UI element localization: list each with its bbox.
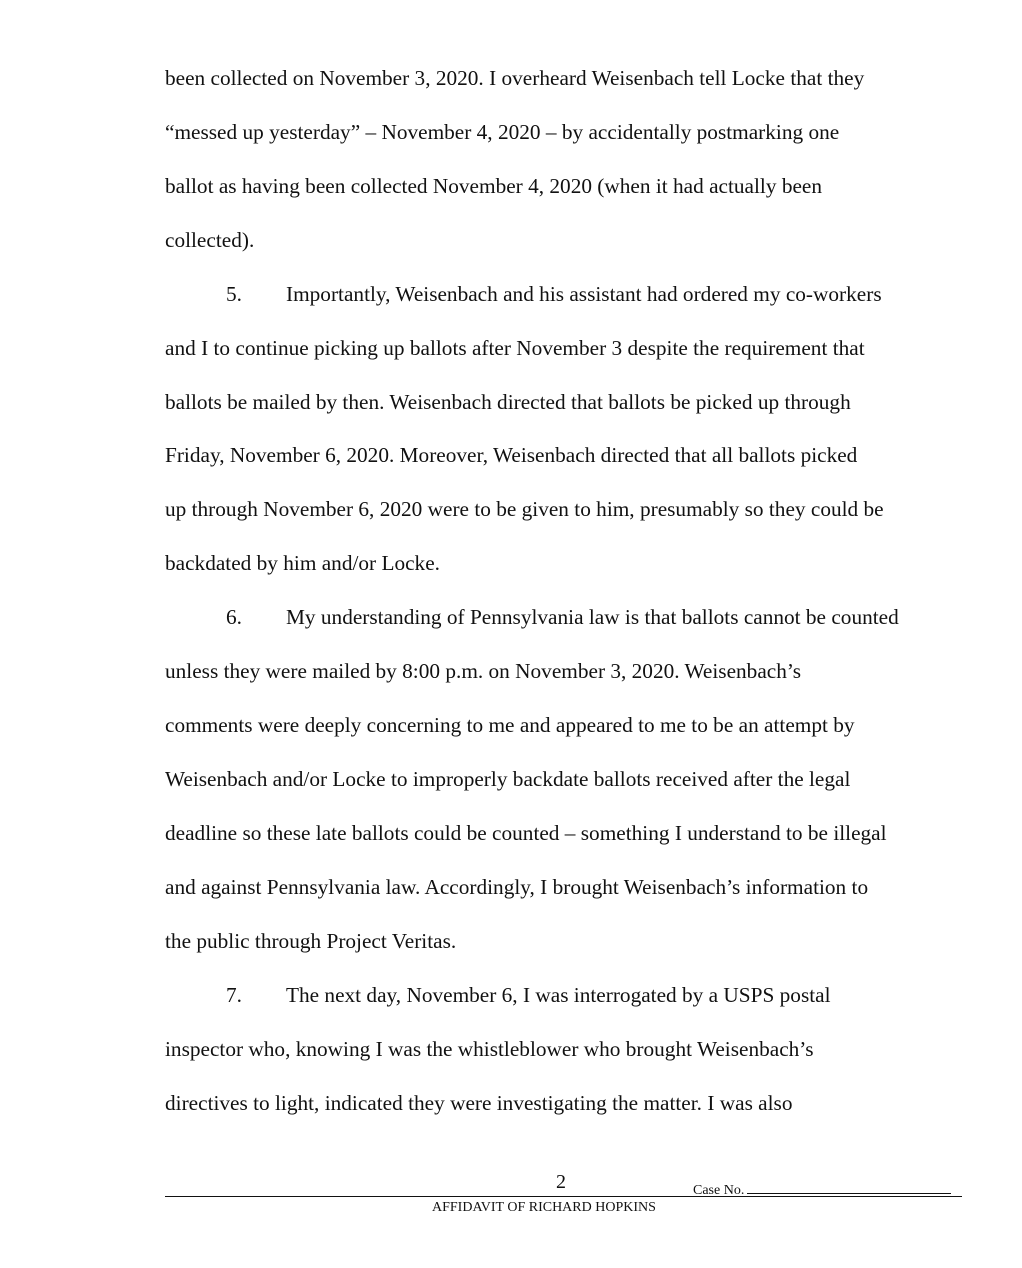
paragraph-number: 5.: [226, 282, 242, 306]
paragraph-number: 6.: [226, 605, 242, 629]
body-line: The next day, November 6, I was interrogated by a USPS postal: [286, 983, 831, 1007]
body-line: My understanding of Pennsylvania law is that ballots cannot be counted: [286, 605, 899, 629]
body-line: ballot as having been collected November 4, 2020 (when it had actually been: [165, 174, 823, 198]
page-number: 2: [556, 1171, 566, 1193]
body-line: ballots be mailed by then. Weisenbach directed that ballots be picked up through: [165, 390, 851, 414]
case-number-blank: [747, 1179, 951, 1194]
body-line: backdated by him and/or Locke.: [165, 551, 440, 575]
case-number-label: Case No.: [693, 1183, 745, 1198]
body-line: up through November 6, 2020 were to be given to him, presumably so they could be: [165, 497, 884, 521]
body-line: the public through Project Veritas.: [165, 929, 457, 953]
body-line: “messed up yesterday” – November 4, 2020 – by accidentally postmarking one: [165, 120, 840, 144]
paragraph-number: 7.: [226, 983, 242, 1007]
body-line: and I to continue picking up ballots after November 3 despite the requirement that: [165, 336, 865, 360]
body-line: inspector who, knowing I was the whistleblower who brought Weisenbach’s: [165, 1037, 814, 1061]
body-line: Weisenbach and/or Locke to improperly backdate ballots received after the legal: [165, 767, 851, 791]
body-line: Friday, November 6, 2020. Moreover, Weisenbach directed that all ballots picked: [165, 443, 858, 467]
body-line: unless they were mailed by 8:00 p.m. on November 3, 2020. Weisenbach’s: [165, 659, 802, 683]
footer-title: AFFIDAVIT OF RICHARD HOPKINS: [432, 1200, 656, 1215]
body-line: been collected on November 3, 2020. I overheard Weisenbach tell Locke that they: [165, 66, 865, 90]
body-line: deadline so these late ballots could be counted – something I understand to be illegal: [165, 821, 887, 845]
body-line: comments were deeply concerning to me and appeared to me to be an attempt by: [165, 713, 855, 737]
body-line: collected).: [165, 228, 255, 252]
body-line: Importantly, Weisenbach and his assistant had ordered my co-workers: [286, 282, 882, 306]
footer-rule: [165, 1196, 962, 1197]
body-line: and against Pennsylvania law. Accordingly, I brought Weisenbach’s information to: [165, 875, 869, 899]
body-line: directives to light, indicated they were investigating the matter. I was also: [165, 1091, 793, 1115]
